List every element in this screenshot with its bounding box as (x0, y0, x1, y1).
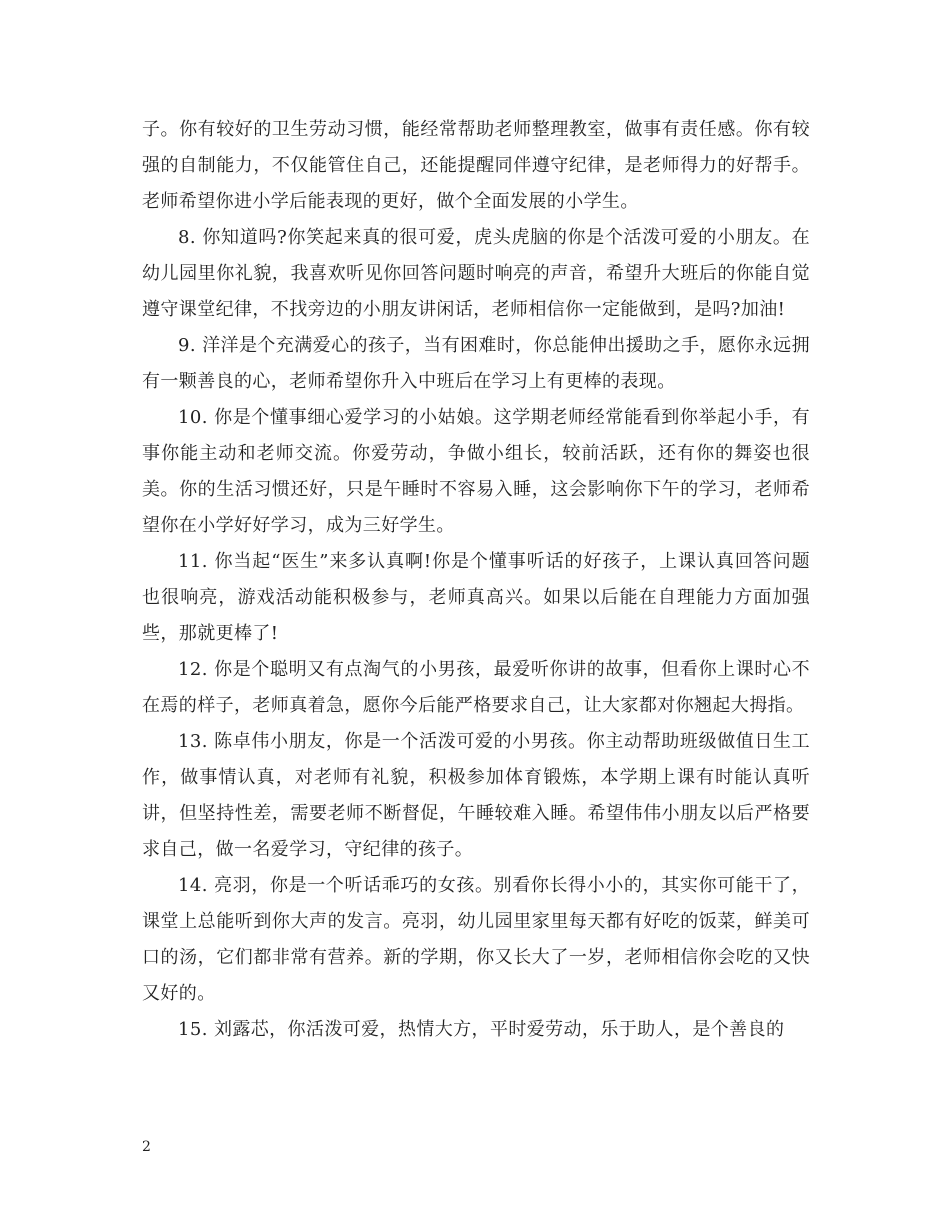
paragraph-item-9: 9. 洋洋是个充满爱心的孩子，当有困难时，你总能伸出援助之手，愿你永远拥有一颗善良的心，老师希望你升入中班后在学习上有更棒的表现。 (142, 335, 810, 392)
paragraph-item-14: 14. 亮羽，你是一个听话乖巧的女孩。别看你长得小小的，其实你可能干了，课堂上总能听到你大声的发言。亮羽，幼儿园里家里每天都有好吃的饭菜，鲜美可口的汤，它们都非常有营养。新的学期，你又长大了一岁，老师相信你会吃的又快又好的。 (142, 875, 810, 1004)
paragraph-item-12: 12. 你是个聪明又有点淘气的小男孩，最爱听你讲的故事，但看你上课时心不在焉的样子，老师真着急，愿你今后能严格要求自己，让大家都对你翘起大拇指。 (142, 659, 810, 716)
paragraph-item-15: 15. 刘露芯，你活泼可爱，热情大方，平时爱劳动，乐于助人，是个善良的 (178, 1019, 785, 1040)
paragraph-continued: 子。你有较好的卫生劳动习惯，能经常帮助老师整理教室，做事有责任感。你有较强的自制能力，不仅能管住自己，还能提醒同伴遵守纪律，是老师得力的好帮手。老师希望你进小学后能表现的更好，做个全面发展的小学生。 (142, 119, 810, 212)
paragraph-item-13: 13. 陈卓伟小朋友，你是一个活泼可爱的小男孩。你主动帮助班级做值日生工作，做事情认真，对老师有礼貌，积极参加体育锻炼，本学期上课有时能认真听讲，但坚持性差，需要老师不断督促，午睡较难入睡。希望伟伟小朋友以后严格要求自己，做一名爱学习，守纪律的孩子。 (142, 731, 810, 860)
paragraph-item-11: 11. 你当起“医生”来多认真啊!你是个懂事听话的好孩子，上课认真回答问题也很响亮，游戏活动能积极参与，老师真高兴。如果以后能在自理能力方面加强些，那就更棒了! (142, 551, 810, 644)
paragraph-item-10: 10. 你是个懂事细心爱学习的小姑娘。这学期老师经常能看到你举起小手，有事你能主动和老师交流。你爱劳动，争做小组长，较前活跃，还有你的舞姿也很美。你的生活习惯还好，只是午睡时不容易入睡，这会影响你下午的学习，老师希望你在小学好好学习，成为三好学生。 (142, 407, 810, 536)
paragraph-item-8: 8. 你知道吗?你笑起来真的很可爱，虎头虎脑的你是个活泼可爱的小朋友。在幼儿园里你礼貌，我喜欢听见你回答问题时响亮的声音，希望升大班后的你能自觉遵守课堂纪律，不找旁边的小朋友讲闲话，老师相信你一定能做到，是吗?加油! (142, 227, 810, 320)
page-number: 2 (142, 1139, 151, 1155)
document-body (142, 112, 810, 1048)
